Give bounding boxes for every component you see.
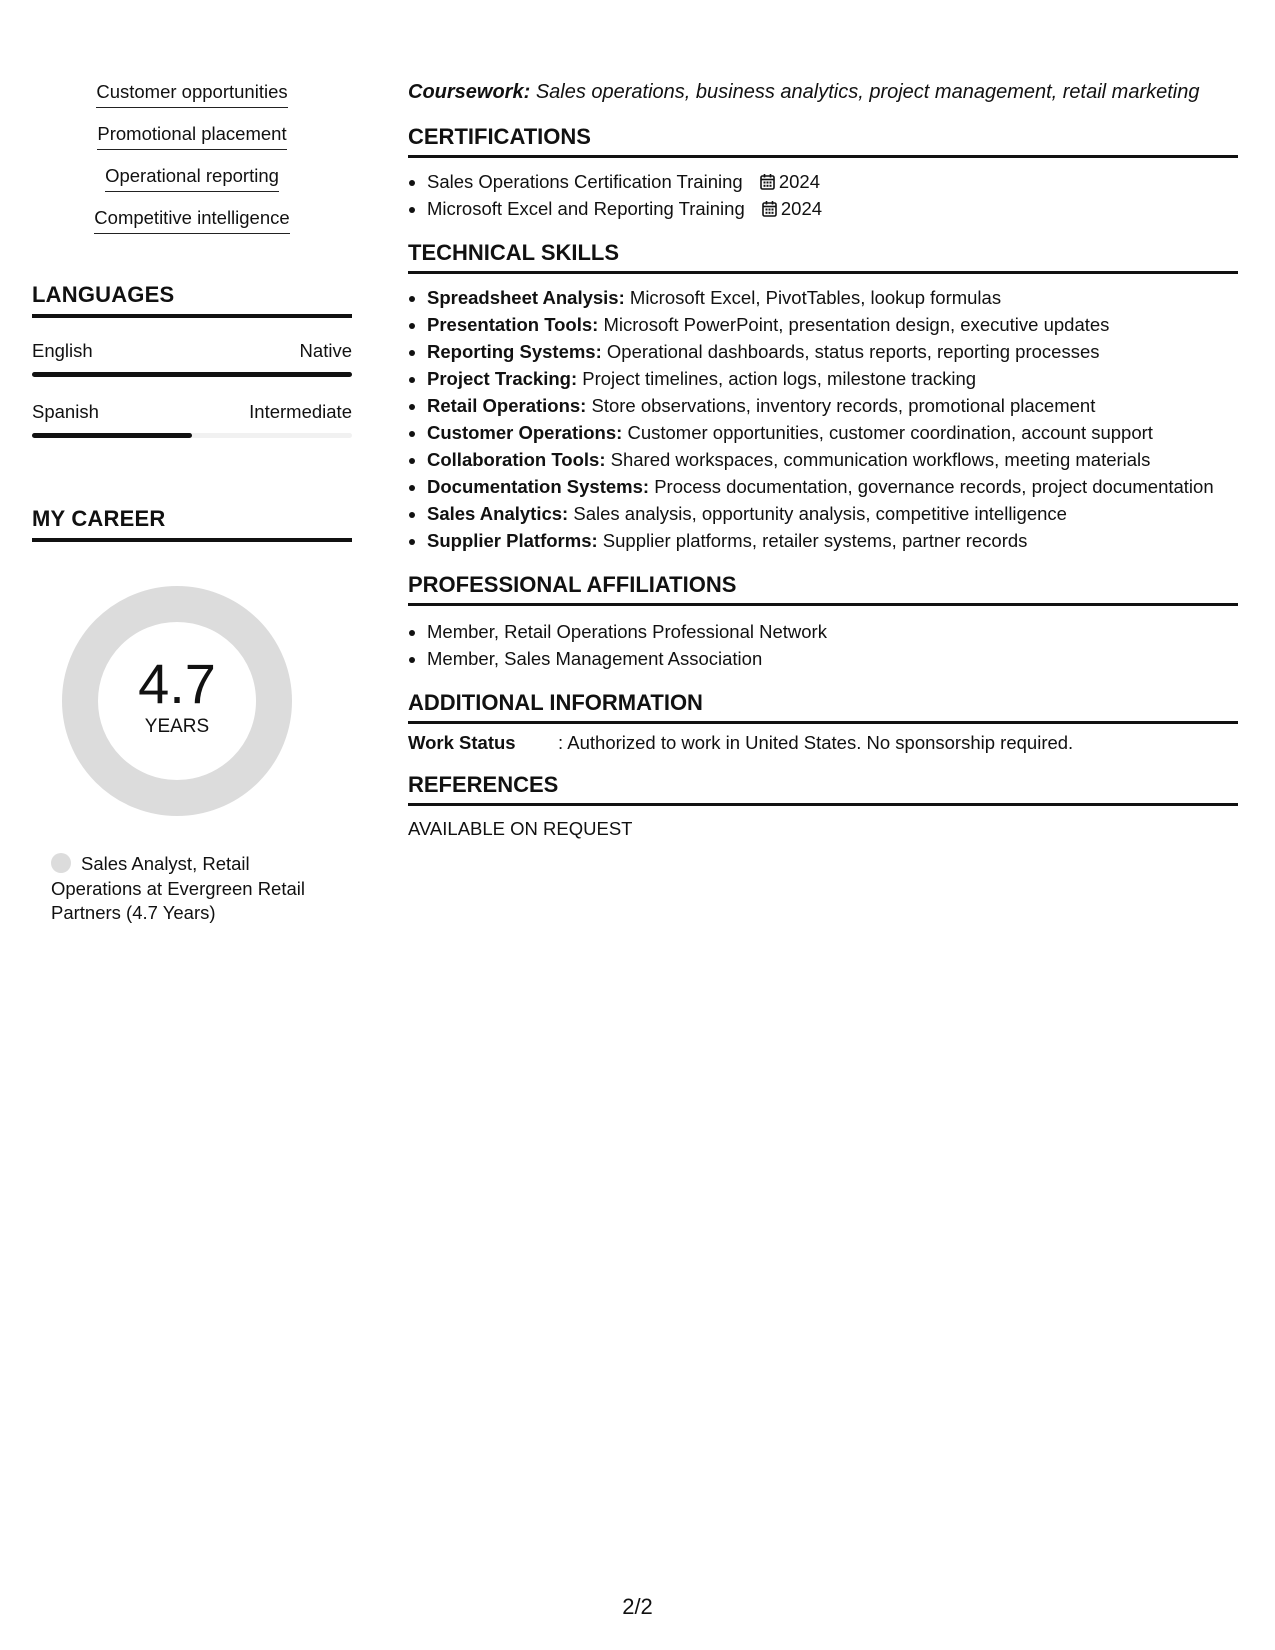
technical-skill-item [427,311,1238,338]
additional-info-section [408,690,1238,754]
skill-tag: Customer opportunities [96,80,287,108]
skill-detail: Shared workspaces, communication workflows, meeting materials [610,449,1151,470]
skill-category: Retail Operations: [427,395,587,416]
technical-skill-item [427,446,1238,473]
skill-category: Project Tracking: [427,368,578,389]
coursework-text: Sales operations, business analytics, project management, retail marketing [535,81,1200,103]
affiliations-section [408,572,1238,672]
certifications-list [408,168,1238,222]
certification-item [427,168,1238,195]
certification-name: Sales Operations Certification Training [427,171,743,192]
skill-category: Sales Analytics: [427,503,569,524]
technical-skill-item [427,500,1238,527]
career-section [32,506,352,926]
skill-tag: Promotional placement [97,122,286,150]
technical-skill-item [427,392,1238,419]
certification-year: 2024 [780,198,823,219]
language-proficiency-bar [32,433,352,438]
skill-category: Presentation Tools: [427,314,599,335]
main-content [408,78,1238,840]
skill-category: Supplier Platforms: [427,530,598,551]
languages-heading: LANGUAGES [32,282,352,318]
certifications-section [408,124,1238,222]
career-donut-chart [62,586,292,816]
skill-tag-list [32,80,352,234]
technical-skill-item [427,527,1238,554]
coursework [408,78,1238,106]
languages-section [32,282,352,438]
calendar-icon [762,200,777,217]
language-entry [32,340,352,377]
additional-info-heading: ADDITIONAL INFORMATION [408,690,1238,724]
language-entry [32,401,352,438]
career-total-years: 4.7 [138,652,216,715]
technical-skill-item [427,473,1238,500]
references-text: AVAILABLE ON REQUEST [408,818,633,839]
work-status-row [408,732,1238,754]
certifications-heading: CERTIFICATIONS [408,124,1238,158]
skill-detail: Operational dashboards, status reports, reporting processes [606,341,1100,362]
work-status-value: : Authorized to work in United States. No sponsorship required. [558,732,1074,753]
references-section [408,772,1238,840]
sidebar [32,80,352,926]
technical-skill-item [427,365,1238,392]
certification-year: 2024 [778,171,820,192]
affiliations-heading: PROFESSIONAL AFFILIATIONS [408,572,1238,606]
page-number: 2/2 [622,1594,653,1619]
skill-detail: Customer opportunities, customer coordination, account support [627,422,1153,443]
skill-detail: Microsoft PowerPoint, presentation design, executive updates [603,314,1110,335]
certification-name: Microsoft Excel and Reporting Training [427,198,745,219]
skill-category: Documentation Systems: [427,476,650,497]
skill-detail: Microsoft Excel, PivotTables, lookup formulas [629,287,1002,308]
skill-category: Customer Operations: [427,422,623,443]
language-proficiency-fill [32,433,192,438]
skill-category: Reporting Systems: [427,341,602,362]
coursework-label: Coursework: [408,81,531,103]
career-legend-text: Sales Analyst, Retail Operations at Evergreen Retail Partners (4.7 Years) [51,853,305,923]
skill-detail: Store observations, inventory records, promotional placement [591,395,1096,416]
technical-skills-list [408,284,1238,554]
work-status-label: Work Status [408,732,516,753]
career-legend-item [51,852,313,926]
language-proficiency-fill [32,372,352,377]
skill-detail: Supplier platforms, retailer systems, partner records [602,530,1028,551]
references-heading: REFERENCES [408,772,1238,806]
skill-detail: Process documentation, governance records, project documentation [654,476,1214,497]
skill-tag: Operational reporting [105,164,279,192]
affiliations-list [408,618,1238,672]
skill-detail: Sales analysis, opportunity analysis, competitive intelligence [573,503,1067,524]
technical-skills-section [408,240,1238,554]
language-level: Native [299,340,352,361]
technical-skill-item [427,338,1238,365]
technical-skills-heading: TECHNICAL SKILLS [408,240,1238,274]
affiliation-item: • Member, Retail Operations Professional Network [427,618,1238,645]
skill-category: Collaboration Tools: [427,449,606,470]
affiliation-item: • Member, Sales Management Association [427,645,1238,672]
skill-category: Spreadsheet Analysis: [427,287,625,308]
certification-item [427,195,1238,222]
career-total-unit: YEARS [144,716,210,737]
calendar-icon [760,173,775,190]
technical-skill-item [427,419,1238,446]
technical-skill-item [427,284,1238,311]
language-proficiency-bar [32,372,352,377]
career-heading: MY CAREER [32,506,352,542]
language-level: Intermediate [249,401,352,422]
skill-detail: Project timelines, action logs, milestone tracking [582,368,977,389]
skill-tag: Competitive intelligence [94,206,289,234]
legend-dot-icon [51,853,71,873]
language-name: Spanish [32,401,99,422]
language-name: English [32,340,93,361]
